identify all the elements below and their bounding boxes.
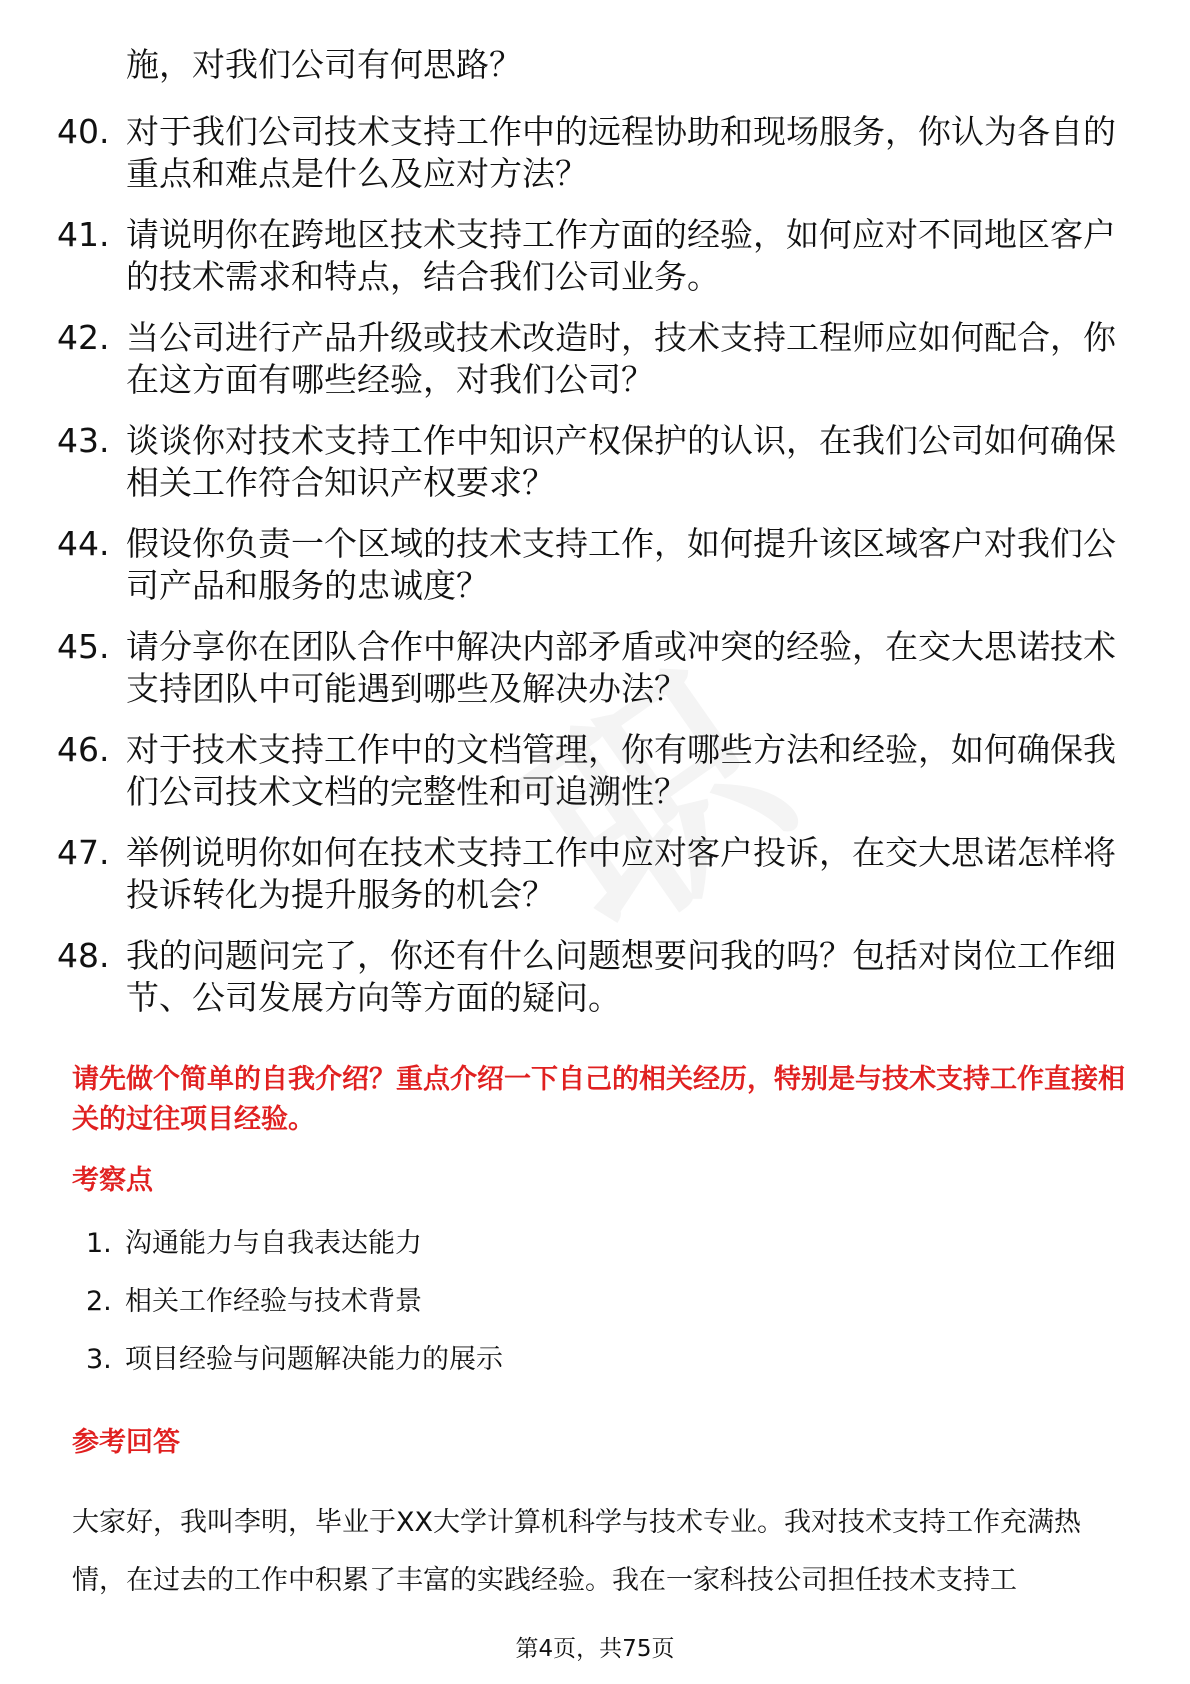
- question-number: 47.: [57, 833, 110, 872]
- point-number: 2.: [86, 1286, 112, 1317]
- question-text: 举例说明你如何在技术支持工作中应对客户投诉，在交大思诺怎样将投诉转化为提升服务的机会？: [126, 833, 1116, 914]
- assessment-points: [0, 1226, 1190, 1400]
- question-item: [0, 832, 1190, 935]
- question-text: 假设你负责一个区域的技术支持工作，如何提升该区域客户对我们公司产品和服务的忠诚度？: [126, 524, 1116, 605]
- question-list: [0, 111, 1190, 1038]
- question-item: [0, 729, 1190, 832]
- question-number: 48.: [57, 936, 110, 975]
- question-text: 请说明你在跨地区技术支持工作方面的经验，如何应对不同地区客户的技术需求和特点，结合我们公司业务。: [126, 215, 1116, 296]
- point-text: 沟通能力与自我表达能力: [125, 1228, 422, 1259]
- question-item: [0, 523, 1190, 626]
- assessment-point: [0, 1284, 1190, 1342]
- question-text: 当公司进行产品升级或技术改造时，技术支持工程师应如何配合，你在这方面有哪些经验，对我们公司？: [126, 318, 1116, 399]
- question-text: 请分享你在团队合作中解决内部矛盾或冲突的经验，在交大思诺技术支持团队中可能遇到哪些及解决办法？: [126, 627, 1116, 708]
- question-number: 46.: [57, 730, 110, 769]
- reference-answer: 大家好，我叫李明，毕业于XX大学计算机科学与技术专业。我对技术支持工作充满热情，在过去的工作中积累了丰富的实践经验。我在一家科技公司担任技术支持工: [72, 1507, 1081, 1596]
- question-number: 41.: [57, 215, 110, 254]
- highlighted-question: 请先做个简单的自我介绍？重点介绍一下自己的相关经历，特别是与技术支持工作直接相关的过往项目经验。: [72, 1064, 1125, 1135]
- question-item: [0, 214, 1190, 317]
- assessment-point: [0, 1226, 1190, 1284]
- point-number: 1.: [86, 1228, 112, 1259]
- question-item: [0, 935, 1190, 1038]
- question-item: [0, 420, 1190, 523]
- question-number: 40.: [57, 112, 110, 151]
- question-item: [0, 111, 1190, 214]
- question-continuation: 施，对我们公司有何思路？: [126, 45, 522, 84]
- question-item: [0, 317, 1190, 420]
- question-text: 我的问题问完了，你还有什么问题想要问我的吗？包括对岗位工作细节、公司发展方向等方面的疑问。: [126, 936, 1116, 1017]
- point-text: 项目经验与问题解决能力的展示: [125, 1344, 503, 1375]
- assessment-title: 考察点: [72, 1165, 153, 1196]
- question-text: 对于我们公司技术支持工作中的远程协助和现场服务，你认为各自的重点和难点是什么及应对方法？: [126, 112, 1116, 193]
- point-number: 3.: [86, 1344, 112, 1375]
- assessment-point: [0, 1342, 1190, 1400]
- question-number: 42.: [57, 318, 110, 357]
- question-number: 43.: [57, 421, 110, 460]
- question-text: 对于技术支持工作中的文档管理，你有哪些方法和经验，如何确保我们公司技术文档的完整性和可追溯性？: [126, 730, 1116, 811]
- reference-title: 参考回答: [72, 1427, 180, 1458]
- question-text: 谈谈你对技术支持工作中知识产权保护的认识，在我们公司如何确保相关工作符合知识产权要求？: [126, 421, 1116, 502]
- question-item: [0, 626, 1190, 729]
- question-number: 45.: [57, 627, 110, 666]
- question-number: 44.: [57, 524, 110, 563]
- page-footer: 第4页，共75页: [515, 1636, 675, 1662]
- point-text: 相关工作经验与技术背景: [125, 1286, 422, 1317]
